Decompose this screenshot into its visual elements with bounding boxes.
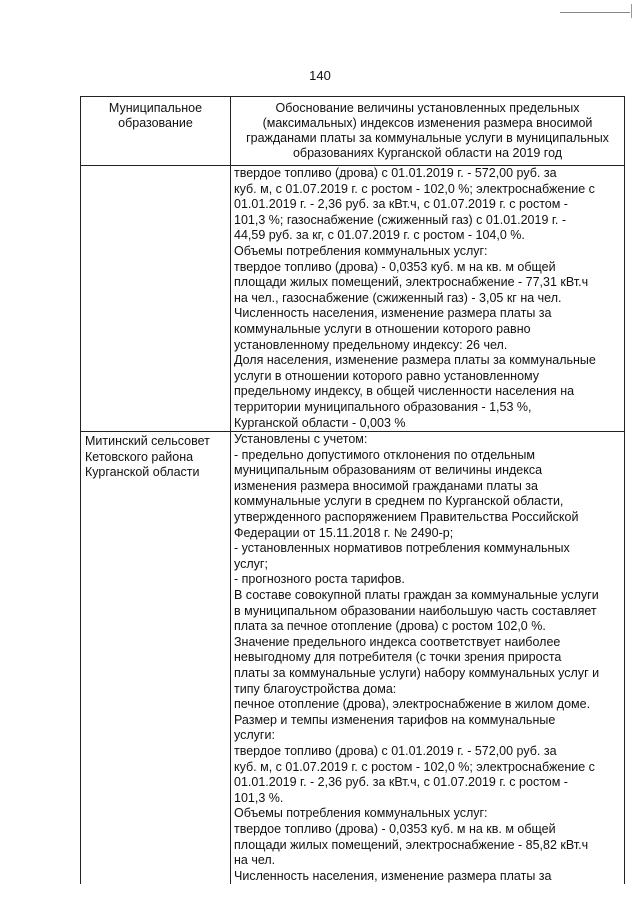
text-line: твердое топливо (дрова) - 0,0353 куб. м на кв. м общей bbox=[234, 821, 556, 836]
header-municipality: Муниципальное образование bbox=[81, 97, 231, 165]
row2-municipality-cell bbox=[81, 432, 231, 884]
text-line: 101,3 %; газоснабжение (сжиженный газ) с 01.01.2019 г. - bbox=[234, 212, 567, 227]
text-line: куб. м, с 01.07.2019 г. с ростом - 102,0 %; электроснабжение с bbox=[234, 181, 595, 196]
text-line: твердое топливо (дрова) с 01.01.2019 г. - 572,00 руб. за bbox=[234, 166, 557, 180]
text-line: 101,3 %. bbox=[234, 790, 284, 805]
text-line: - прогнозного роста тарифов. bbox=[234, 572, 405, 587]
text-line: коммунальные услуги в отношении которого равно bbox=[234, 321, 531, 336]
table-row bbox=[81, 432, 624, 884]
page-number: 140 bbox=[309, 68, 331, 83]
text-line: Установлены с учетом: bbox=[234, 432, 368, 447]
row2-justification-cell bbox=[231, 432, 624, 884]
text-line: В составе совокупной платы граждан за коммунальные услуги bbox=[234, 588, 599, 603]
text-line: на чел. bbox=[234, 853, 276, 868]
municipality-name-line: Кетовского района bbox=[85, 449, 194, 464]
text-line: Курганской области - 0,003 % bbox=[234, 415, 406, 430]
text-line: - предельно допустимого отклонения по отдельным bbox=[234, 447, 536, 462]
text-line: утвержденного распоряжением Правительства Российской bbox=[234, 510, 579, 525]
text-line: Объемы потребления коммунальных услуг: bbox=[234, 243, 488, 258]
text-line: 44,59 руб. за кг, с 01.07.2019 г. с ростом - 104,0 %. bbox=[234, 228, 525, 243]
text-line: Численность населения, изменение размера платы за bbox=[234, 868, 552, 883]
scan-crop-mark bbox=[631, 4, 632, 18]
text-line: 01.01.2019 г. - 2,36 руб. за кВт.ч, с 01.07.2019 г. с ростом - bbox=[234, 197, 568, 212]
text-line: площади жилых помещений, электроснабжение - 77,31 кВт.ч bbox=[234, 275, 589, 290]
text-line: платы за коммунальные услуги) набору коммунальных услуг и bbox=[234, 666, 600, 680]
text-line: на чел., газоснабжение (сжиженный газ) - 3,05 кг на чел. bbox=[234, 290, 562, 305]
text-line: 01.01.2019 г. - 2,36 руб. за кВт.ч, с 01.07.2019 г. с ростом - bbox=[234, 775, 568, 790]
text-line: изменения размера вносимой гражданами платы за bbox=[234, 478, 538, 493]
text-line: в муниципальном образовании наибольшую часть составляет bbox=[234, 603, 597, 618]
text-line: муниципальным образованиям от величины индекса bbox=[234, 463, 543, 478]
text-line: твердое топливо (дрова) - 0,0353 куб. м на кв. м общей bbox=[234, 259, 556, 274]
text-line: площади жилых помещений, электроснабжение - 85,82 кВт.ч bbox=[234, 837, 589, 852]
text-line: территории муниципального образования - 1,53 %, bbox=[234, 399, 532, 414]
table-row bbox=[81, 166, 624, 432]
text-line: установленному предельному индексу: 26 чел. bbox=[234, 337, 508, 352]
text-line: услуги в отношении которого равно установленному bbox=[234, 368, 540, 383]
text-line: Размер и темпы изменения тарифов на коммунальные bbox=[234, 712, 556, 727]
text-line: услуг; bbox=[234, 556, 268, 571]
text-line: плата за печное отопление (дрова) с ростом 102,0 %. bbox=[234, 619, 546, 634]
row1-municipality-cell bbox=[81, 166, 231, 431]
table-header-row bbox=[81, 97, 624, 166]
text-line: услуги: bbox=[234, 728, 275, 743]
text-line: - установленных нормативов потребления коммунальных bbox=[234, 541, 570, 556]
text-line: Численность населения, изменение размера платы за bbox=[234, 306, 552, 321]
text-line: коммунальные услуги в среднем по Курганской области, bbox=[234, 494, 564, 509]
scan-artifact-line bbox=[560, 12, 630, 13]
text-line: Значение предельного индекса соответствует наиболее bbox=[234, 634, 561, 649]
municipality-name-line: Митинский сельсовет bbox=[85, 434, 210, 449]
municipality-name-line: Курганской области bbox=[85, 465, 200, 480]
text-line: твердое топливо (дрова) с 01.01.2019 г. - 572,00 руб. за bbox=[234, 743, 557, 758]
text-line: предельному индексу, в общей численности населения на bbox=[234, 384, 575, 399]
row1-justification-cell bbox=[231, 166, 624, 431]
text-line: Федерации от 15.11.2018 г. № 2490-р; bbox=[234, 525, 454, 540]
text-line: Доля населения, изменение размера платы за коммунальные bbox=[234, 353, 596, 368]
text-line: Объемы потребления коммунальных услуг: bbox=[234, 806, 488, 821]
justification-table bbox=[80, 96, 625, 884]
text-line: куб. м, с 01.07.2019 г. с ростом - 102,0 %; электроснабжение с bbox=[234, 759, 595, 774]
text-line: печное отопление (дрова), электроснабжение в жилом доме. bbox=[234, 697, 591, 712]
header-justification: Обоснование величины установленных предельных (максимальных) индексов изменения размера вносимой гражданами платы за коммунальные услуги в муниципальных образованиях Курганской области на 2019 год bbox=[246, 101, 609, 160]
text-line: невыгодному для потребителя (с точки зрения прироста bbox=[234, 650, 562, 665]
text-line: типу благоустройства дома: bbox=[234, 681, 397, 696]
